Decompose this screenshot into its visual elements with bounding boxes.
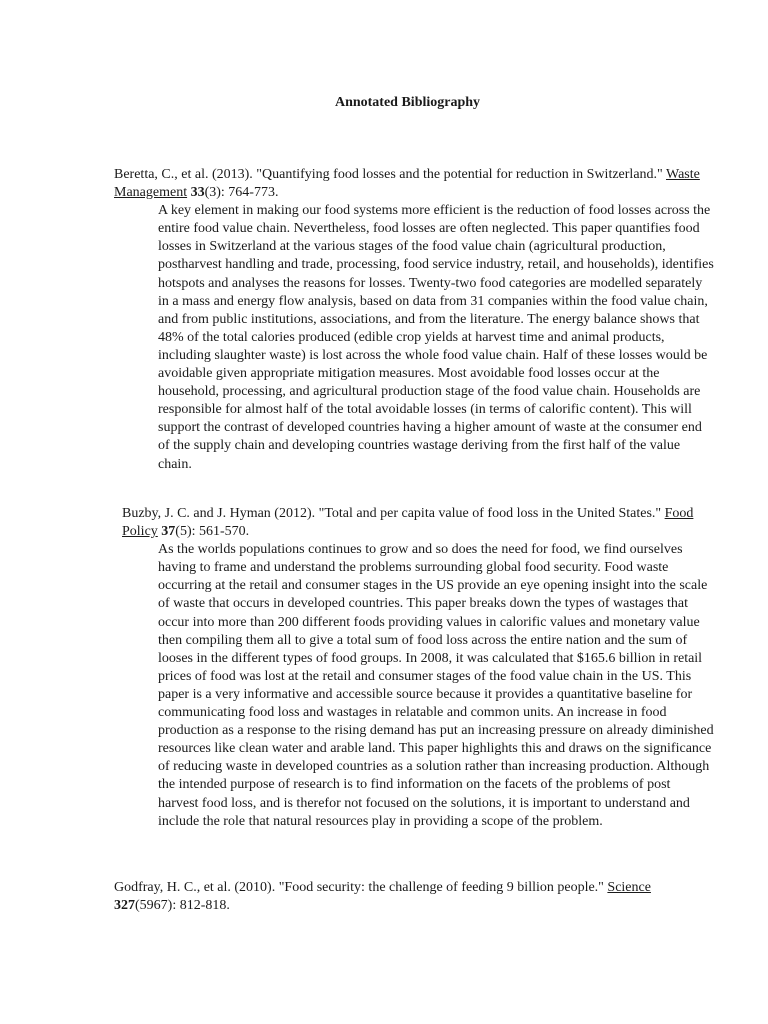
citation-text: Buzby, J. C. and J. Hyman (2012). "Total and per capita value of food loss in the United States." xyxy=(122,506,665,521)
citation xyxy=(114,166,714,202)
citation-text: Godfray, H. C., et al. (2010). "Food security: the challenge of feeding 9 billion people." xyxy=(114,880,608,895)
document-title: Annotated Bibliography xyxy=(334,95,481,110)
journal-volume: 37 xyxy=(161,524,176,540)
annotation-text: As the worlds populations continues to grow and so does the need for food, we find ourselves having to frame and understand the problems surrounding global food security. Food waste occurring at the retail and consumer stages in the US provide an eye opening insight into the scale of waste that occurs in developed countries. This paper breaks down the types of wastages that occur into more than 200 different foods providing values in calorific values and monetary value then compiling them all to give a total sum of food loss across the entire nation and the sum of looses in the different types of food groups. In 2008, it was calculated that $165.6 billion in retail prices of food was lost at the retail and consumer stages of the food value chain in the US. This paper is a very informative and accessible source because it provides a quantitative baseline for communicating food loss and wastages in relatable and common units. An increase in food production as a response to the rising demand has put an increasing pressure on already diminished resources like clean water and arable land. This paper highlights this and draws on the significance of reducing waste in developed countries as a solution rather than increasing production. Although the intended purpose of research is to find information on the facets of the problems of post harvest food loss, and is therefor not focused on the solutions, it is important to understand and include the role that natural resources play in providing a scope of the problem. xyxy=(158,542,714,829)
citation-pages: (5967): 812-818. xyxy=(135,898,230,914)
citation-text: Beretta, C., et al. (2013). "Quantifying food losses and the potential for reduction in Switzerland." xyxy=(114,167,666,182)
bibliography-entry-buzby xyxy=(114,505,714,831)
bibliography-entry-godfray xyxy=(114,879,714,915)
annotation-text: A key element in making our food systems more efficient is the reduction of food losses across the entire food value chain. Nevertheless, food losses are often neglected. This paper quantifies food losses in Switzerland at the various stages of the food value chain (agricultural production, postharvest handling and trade, processing, food service industry, retail, and households), identifies hotspots and analyses the reasons for losses. Twenty-two food categories are modelled separately in a mass and energy flow analysis, based on data from 31 companies within the food value chain, and from public institutions, associations, and from the literature. The energy balance shows that 48% of the total calories produced (edible crop yields at harvest time and animal products, including slaughter waste) is lost across the whole food value chain. Half of these losses would be avoidable given appropriate mitigation measures. Most avoidable food losses occur at the household, processing, and agricultural production stage of the food value chain. Households are responsible for almost half of the total avoidable losses (in terms of calorific content). This will support the contrast of developed countries having a higher amount of waste at the consumer end of the supply chain and developing countries wastage deriving from the first half of the value chain. xyxy=(158,203,714,472)
journal-title: Food Policy xyxy=(122,506,694,540)
journal-title: Waste Management xyxy=(114,167,700,201)
bibliography-entry-beretta xyxy=(114,166,714,474)
citation-pages: (5): 561-570. xyxy=(175,524,250,540)
citation-pages: (3): 764-773. xyxy=(204,185,279,201)
citation xyxy=(114,879,714,915)
journal-title: Science xyxy=(607,880,651,895)
journal-volume: 33 xyxy=(190,185,205,201)
journal-volume: 327 xyxy=(114,898,135,914)
citation xyxy=(114,505,714,541)
